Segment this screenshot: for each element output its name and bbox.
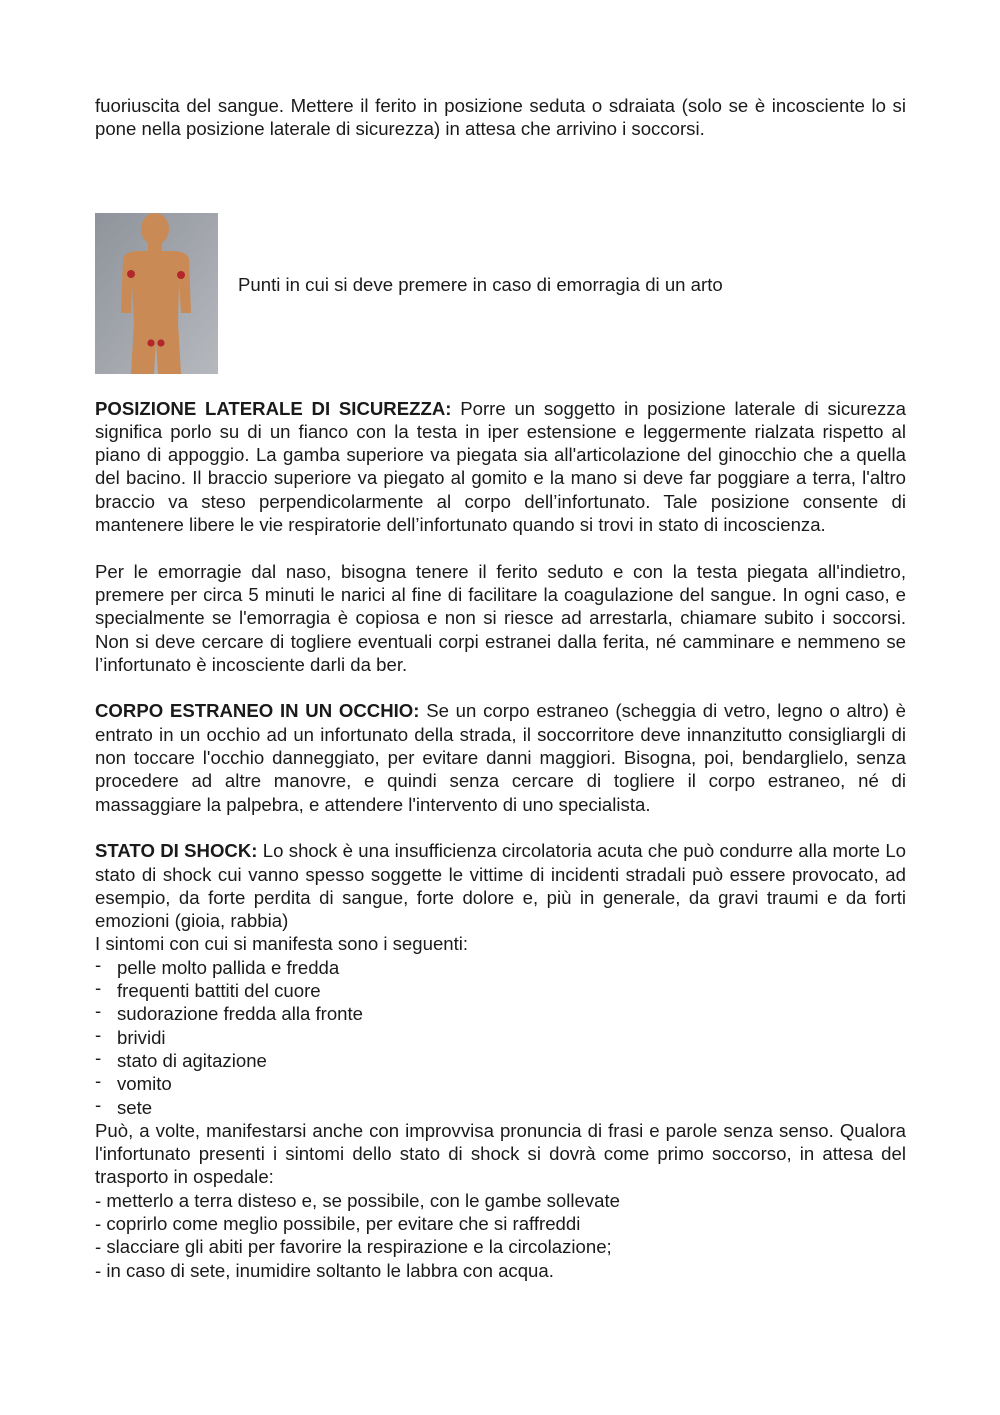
symptom-item: - sudorazione fredda alla fronte [95,1000,364,1025]
first-aid-actions-list [95,1189,906,1282]
action-item: - coprirlo come meglio possibile, per evitare che si raffreddi [95,1212,581,1234]
eye-heading: CORPO ESTRANEO IN UN OCCHIO: [95,700,420,722]
intro-paragraph: fuoriuscita del sangue. Mettere il ferito in posizione seduta o sdraiata (solo se è incosciente lo si pone nella posizione laterale di sicurezza) in attesa che arrivino i soccorsi. [95,95,906,140]
action-item: - metterlo a terra disteso e, se possibile, con le gambe sollevate [95,1189,621,1211]
symptom-item: - vomito [95,1070,172,1095]
dash-bullet: - [95,977,102,999]
shock-paragraph [95,839,906,932]
lateral-position-paragraph [95,397,906,537]
shock-text: Lo shock è una insufficienza circolatoria acuta che può condurre alla morte Lo stato di shock cui vanno spesso soggette le vittime di incidenti stradali può essere provocato, ad esempio, da forte perdita di sangue, forte dolore e, più in generale, da gravi traumi e da forti emozioni (gioia, rabbia) [95,840,906,932]
symptom-item: - stato di agitazione [95,1046,267,1071]
nosebleed-paragraph: Per le emorragie dal naso, bisogna tenere il ferito seduto e con la testa piegata all'indietro, premere per circa 5 minuti le narici al fine di facilitare la coagulazione del sangue. In ogni caso, e specialmente se l'emorragia è copiosa e non si riesce ad arrestarla, chiamare subito i soccorsi. Non si deve cercare di togliere eventuali corpi estranei dalla ferita, né camminare e nemmeno se l’infortunato è incosciente darli da ber. [95,560,906,675]
action-item: - slacciare gli abiti per favorire la respirazione e la circolazione; [95,1236,612,1258]
dash-bullet: - [95,1070,102,1092]
lateral-position-text: Porre un soggetto in posizione laterale di sicurezza significa porlo su di un fianco con la testa in iper estensione e leggermente rialzata rispetto al piano di appoggio. La gamba superiore va piegata sia all'articolazione del ginocchio che a quella del bacino. Il braccio superiore va piegato al gomito e la mano si deve far poggiare a terra, l'altro braccio va steso perpendicolarmente al corpo dell’infortunato. Tale posizione consente di mantenere libere le vie respiratorie dell’infortunato quando si trovi in stato di incoscienza. [95,397,906,536]
dash-bullet: - [95,1000,102,1022]
symptom-item: - brividi [95,1023,166,1048]
pressure-point-right-arm [177,271,185,279]
symptoms-list [95,953,906,1119]
figure-caption: Punti in cui si deve premere in caso di emorragia di un arto [238,274,723,296]
symptom-item: - pelle molto pallida e fredda [95,953,340,978]
dash-bullet: - [95,1093,102,1115]
symptom-item: - sete [95,1093,153,1118]
action-item: - in caso di sete, inumidire soltanto le labbra con acqua. [95,1259,554,1281]
document-page [95,94,906,1282]
eye-paragraph [95,699,906,815]
eye-text: Se un corpo estraneo (scheggia di vetro, legno o altro) è entrato in un occhio ad un infortunato della strada, il soccorritore deve innanzitutto consigliargli di non toccare l'occhio danneggiato, per evitare danni maggiori. Bisogna, poi, bendarglielo, senza procedere ad altre manovre, e quindi senza cercare di togliere il corpo estraneo, né di massaggiare la palpebra, e attendere l'intervento di uno specialista. [95,700,906,815]
dash-bullet: - [95,1046,102,1068]
pressure-points-figure [95,213,906,374]
symptoms-intro: I sintomi con cui si manifesta sono i seguenti: [95,933,469,955]
dash-bullet: - [95,953,102,975]
pressure-point-right-leg [157,339,164,346]
body-pressure-points-image [95,213,218,374]
dash-bullet: - [95,1023,102,1045]
lateral-position-heading: POSIZIONE LATERALE DI SICUREZZA: [95,397,452,419]
shock-heading: STATO DI SHOCK: [95,840,258,862]
after-symptoms-paragraph: Può, a volte, manifestarsi anche con improvvisa pronuncia di frasi e parole senza senso. Qualora l'infortunato presenti i sintomi dello stato di shock si dovrà come primo soccorso, in attesa del trasporto in ospedale: [95,1119,906,1188]
symptom-item: - frequenti battiti del cuore [95,977,321,1002]
pressure-point-left-leg [147,339,154,346]
pressure-point-left-arm [127,270,135,278]
